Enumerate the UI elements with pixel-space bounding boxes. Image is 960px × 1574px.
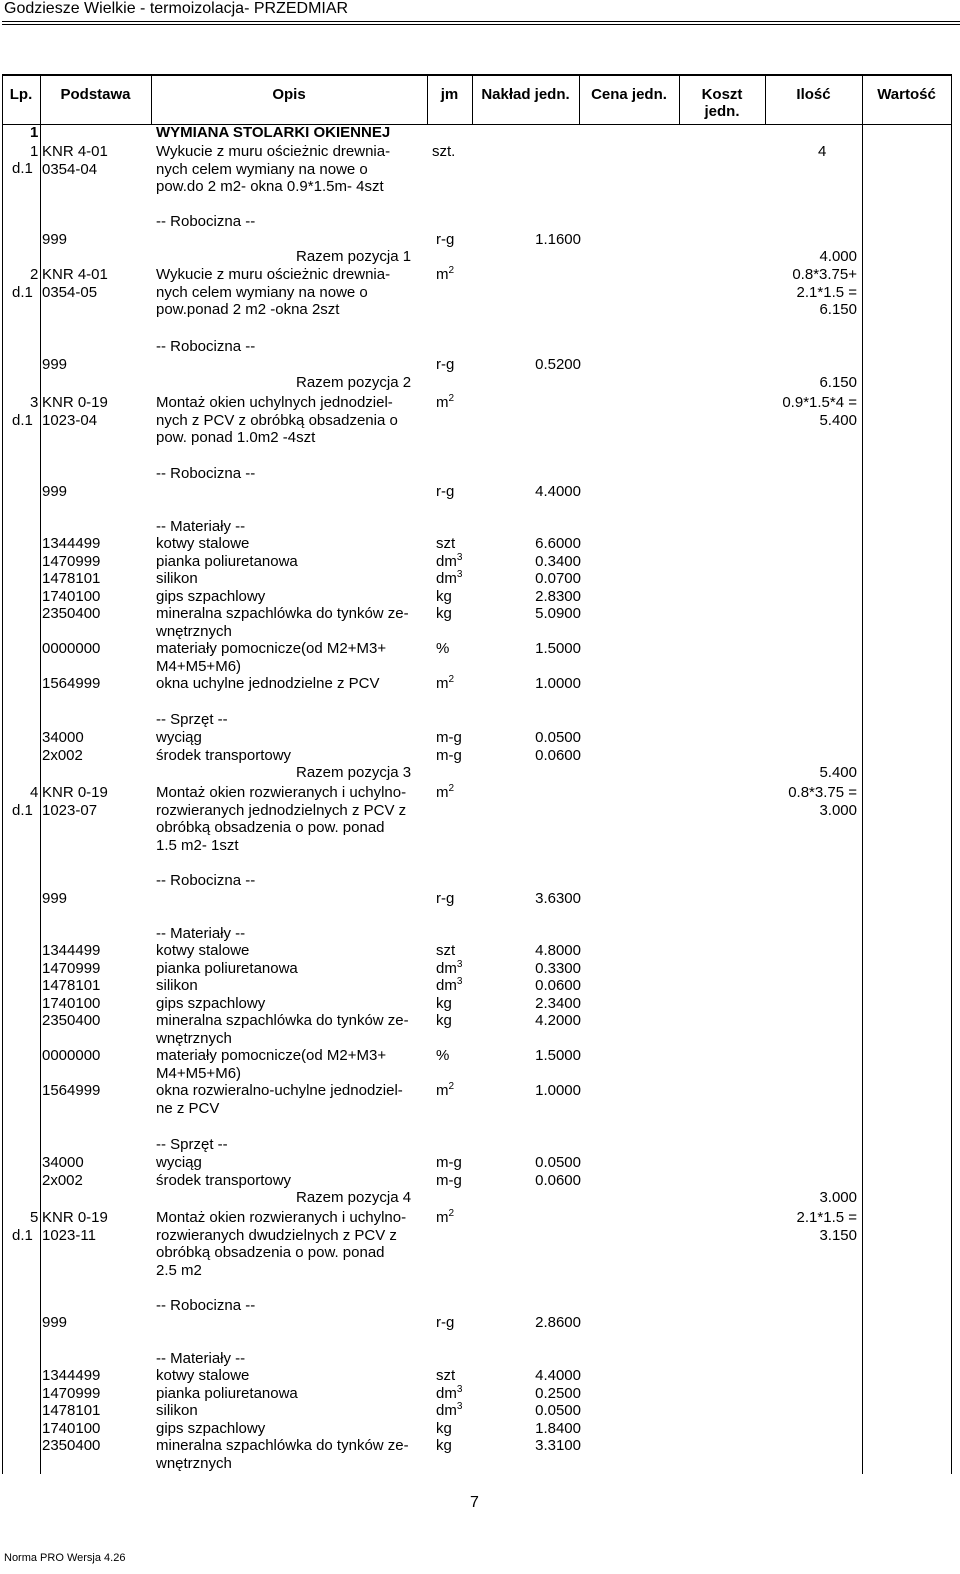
pos3-equip-label: -- Sprzęt -- [156,711,228,728]
col-podstawa: Podstawa [60,86,131,103]
pos4-lp-d: d.1 [12,802,33,819]
col-opis: Opis [272,86,306,103]
pos4-sum-val: 3.000 [819,1189,857,1206]
col-lp: Lp. [9,86,33,103]
pos1-labor-val: 1.1600 [535,231,581,248]
col-naklad: Nakład jedn. [481,86,570,103]
pos2-labor-unit: r-g [436,356,455,373]
pos4-basis: KNR 0-19 1023-07 [42,784,108,819]
pos1-qty: 4 [818,143,827,160]
page-number: 7 [470,1494,479,1511]
pos1-unit: szt. [432,143,456,160]
pos2-labor-label: -- Robocizna -- [156,338,256,355]
pos5-labor: 999 [42,1314,68,1331]
pos2-desc: Wykucie z muru ościeżnic drewnia- nych celem wymiany na nowe o pow.ponad 2 m2 -okna 2szt [156,266,391,318]
pos4-mat-codes: 1344499 1470999 1478101 1740100 2350400 0000000 1564999 [42,942,101,1099]
pos2-labor: 999 [42,356,68,373]
pos2-sum-label: Razem pozycja 2 [296,374,412,391]
pos4-equip-codes: 34000 2x002 [42,1154,84,1189]
pos5-desc: Montaż okien rozwieranych i uchylno- rozwieranych dwudzielnych z PCV z obróbką obsadzenia o pow. ponad 2.5 m2 [156,1209,407,1279]
pos4-lp: 4 [30,784,39,801]
title-rule [2,21,960,22]
pos5-mat-codes: 1344499 1470999 1478101 1740100 2350400 [42,1367,101,1454]
pos3-labor-label: -- Robocizna -- [156,465,256,482]
pos2-unit: $m^2$ [436,265,455,283]
pos4-unit: $m^2$ [436,783,455,801]
pos2-calc: 0.8*3.75+ 2.1*1.5 = 6.150 [792,266,857,318]
section-title: WYMIANA STOLARKI OKIENNEJ [156,124,391,141]
pos4-mat-names: kotwy stalowe pianka poliuretanowa silikon gips szpachlowy mineralna szpachlówka do tynków ze- wnętrznych materiały pomocnicze(od M2+M3+ M4+M5+M6) okna rozwieralno-uchylne jednodziel- ne z PCV [156,942,409,1117]
pos4-calc: 0.8*3.75 = 3.000 [788,784,857,819]
pos3-unit: $m^2$ [436,393,455,411]
pos5-labor-label: -- Robocizna -- [156,1297,256,1314]
pos3-materials-label: -- Materiały -- [156,518,246,535]
pos1-labor-label: -- Robocizna -- [156,213,256,230]
pos4-labor-unit: r-g [436,890,455,907]
pos3-mat-units: szt $dm^3$ $dm^3$ kg kg % $m^2$ [436,535,463,692]
pos5-calc: 2.1*1.5 = 3.150 [796,1209,857,1244]
pos3-equip-vals: 0.0500 0.0600 [535,729,581,764]
pos2-lp: 2 [30,266,39,283]
pos1-lp-d: d.1 [12,160,33,177]
pos2-basis: KNR 4-01 0354-05 [42,266,108,301]
pos4-materials-label: -- Materiały -- [156,925,246,942]
col-ilosc: Ilość [796,86,831,103]
pos3-labor-unit: r-g [436,483,455,500]
pos1-desc: Wykucie z muru ościeżnic drewnia- nych celem wymiany na nowe o pow.do 2 m2- okna 0.9*1.5m- 4szt [156,143,391,195]
pos5-basis: KNR 0-19 1023-11 [42,1209,108,1244]
col-wartosc: Wartość [877,86,936,103]
pos4-desc: Montaż okien rozwieranych i uchylno- rozwieranych jednodzielnych z PCV z obróbką obsadzenia o pow. ponad 1.5 m2- 1szt [156,784,407,854]
pos5-lp-d: d.1 [12,1227,33,1244]
pos3-sum-label: Razem pozycja 3 [296,764,412,781]
pos5-unit: $m^2$ [436,1208,455,1226]
pos3-mat-names: kotwy stalowe pianka poliuretanowa silikon gips szpachlowy mineralna szpachlówka do tynków ze- wnętrznych materiały pomocnicze(od M2+M3+ M4+M5+M6) okna uchylne jednodzielne z PCV [156,535,409,692]
pos1-labor-unit: r-g [436,231,455,248]
pos2-labor-val: 0.5200 [535,356,581,373]
pos3-labor: 999 [42,483,68,500]
pos4-equip-label: -- Sprzęt -- [156,1136,228,1153]
pos5-mat-units: szt $dm^3$ $dm^3$ kg kg [436,1367,463,1454]
pos3-mat-vals: 6.6000 0.3400 0.0700 2.8300 5.0900 1.5000 1.0000 [535,535,581,692]
pos5-lp: 5 [30,1209,39,1226]
pos5-mat-names: kotwy stalowe pianka poliuretanowa silikon gips szpachlowy mineralna szpachlówka do tynków ze- wnętrznych [156,1367,409,1472]
pos4-labor: 999 [42,890,68,907]
title-rule-2 [2,24,960,25]
pos2-sum-val: 6.150 [819,374,857,391]
pos4-labor-val: 3.6300 [535,890,581,907]
pos3-lp: 3 [30,394,39,411]
pos5-materials-label: -- Materiały -- [156,1350,246,1367]
pos3-equip-names: wyciąg środek transportowy [156,729,292,764]
pos1-basis: KNR 4-01 0354-04 [42,143,108,178]
footer-version: Norma PRO Wersja 4.26 [4,1552,126,1564]
pos4-mat-units: szt $dm^3$ $dm^3$ kg kg % $m^2$ [436,942,463,1099]
pos3-mat-codes: 1344499 1470999 1478101 1740100 2350400 0000000 1564999 [42,535,101,692]
document-title: Godziesze Wielkie - termoizolacja- PRZEDMIAR [4,0,349,17]
pos1-lp: 1 [30,143,39,160]
pos3-sum-val: 5.400 [819,764,857,781]
pos3-desc: Montaż okien uchylnych jednodziel- nych z PCV z obróbką obsadzenia o pow. ponad 1.0m2 -4szt [156,394,398,446]
pos5-labor-val: 2.8600 [535,1314,581,1331]
pos4-sum-label: Razem pozycja 4 [296,1189,412,1206]
section-number: 1 [30,124,39,141]
pos4-equip-names: wyciąg środek transportowy [156,1154,292,1189]
pos1-sum-val: 4.000 [819,248,857,265]
pos3-basis: KNR 0-19 1023-04 [42,394,108,429]
col-koszt: Koszt jedn. [701,86,743,120]
pos3-equip-units: m-g m-g [436,729,462,764]
col-cena: Cena jedn. [591,86,667,103]
pos3-lp-d: d.1 [12,412,33,429]
pos5-mat-vals: 4.4000 0.2500 0.0500 1.8400 3.3100 [535,1367,581,1454]
pos4-equip-units: m-g m-g [436,1154,462,1189]
pos4-mat-vals: 4.8000 0.3300 0.0600 2.3400 4.2000 1.5000 1.0000 [535,942,581,1099]
pos4-equip-vals: 0.0500 0.0600 [535,1154,581,1189]
pos5-labor-unit: r-g [436,1314,455,1331]
pos1-sum-label: Razem pozycja 1 [296,248,412,265]
pos1-labor: 999 [42,231,68,248]
pos3-calc: 0.9*1.5*4 = 5.400 [782,394,857,429]
pos3-equip-codes: 34000 2x002 [42,729,84,764]
pos3-labor-val: 4.4000 [535,483,581,500]
col-jm: jm [440,86,459,103]
pos4-labor-label: -- Robocizna -- [156,872,256,889]
pos2-lp-d: d.1 [12,284,33,301]
